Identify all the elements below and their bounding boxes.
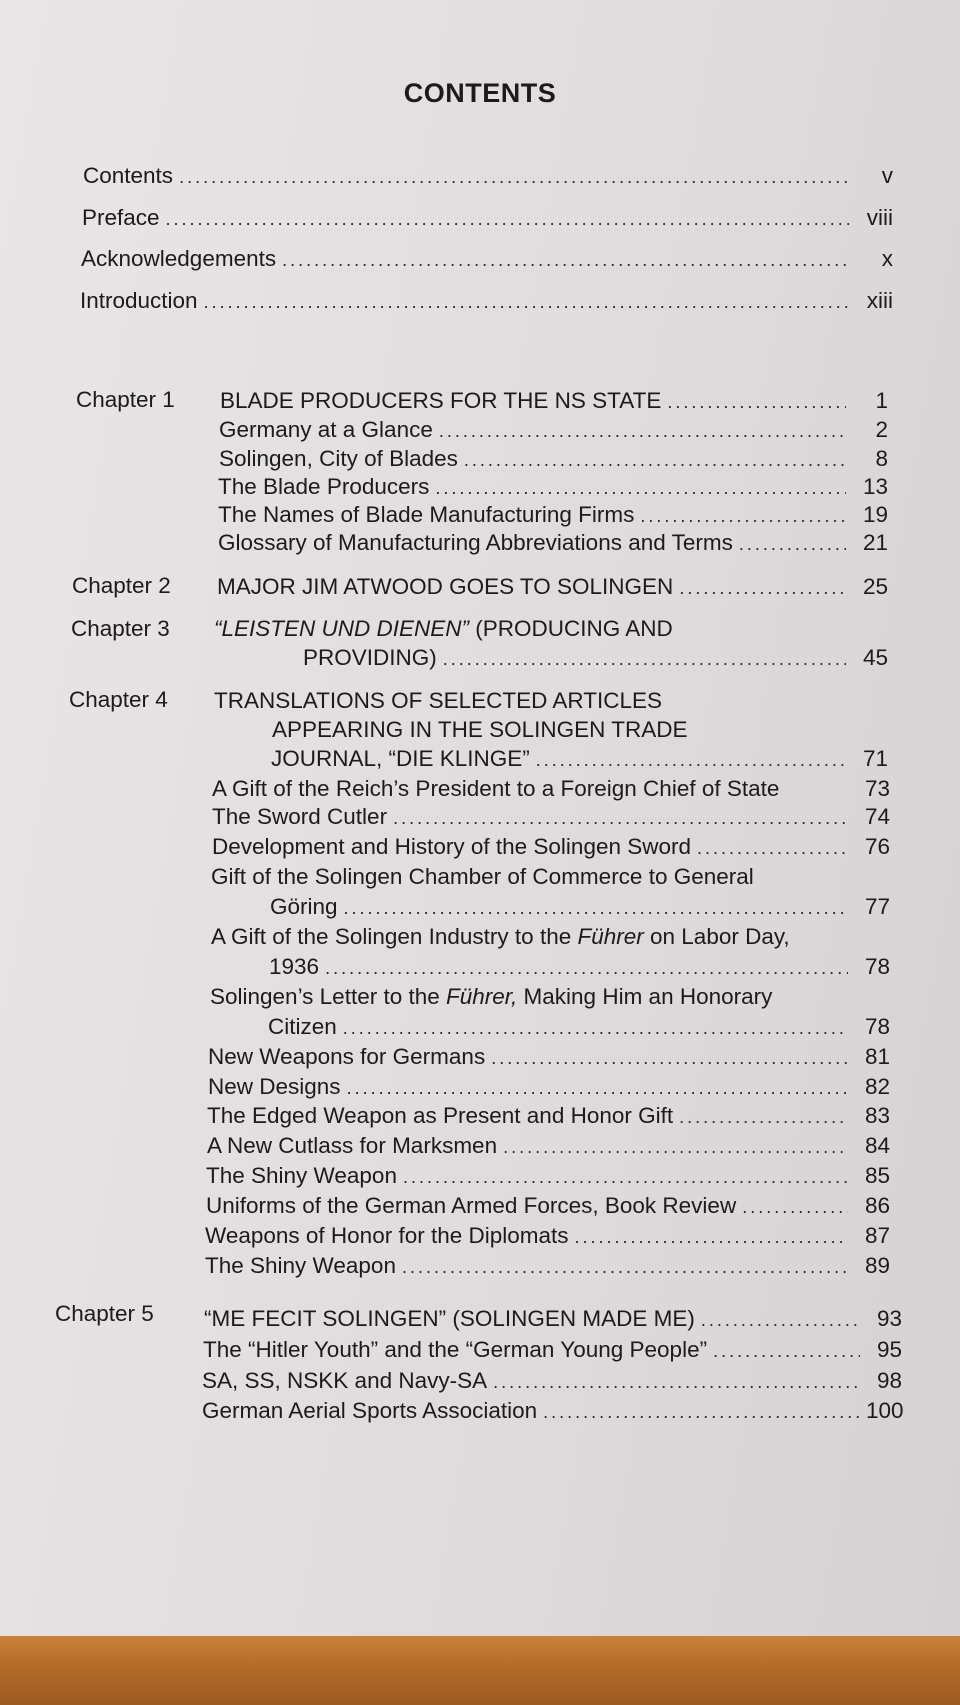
entry-title: Preface xyxy=(82,205,160,230)
leader-dots xyxy=(347,1074,848,1102)
entry-title: Introduction xyxy=(80,288,198,313)
toc-entry xyxy=(269,953,890,982)
toc-entry xyxy=(212,833,890,862)
toc-entry xyxy=(206,1192,890,1221)
entry-page: 78 xyxy=(864,1014,890,1039)
leader-dots xyxy=(543,1398,860,1426)
leader-dots xyxy=(679,574,846,602)
entry-page: 83 xyxy=(864,1103,890,1128)
leader-dots xyxy=(713,1337,860,1365)
toc-entry xyxy=(81,245,893,274)
chapter-label: Chapter 5 xyxy=(55,1301,154,1326)
toc-entry xyxy=(212,775,890,803)
chapter-title xyxy=(303,644,888,673)
entry-page: 74 xyxy=(864,804,890,829)
entry-title: The Names of Blade Manufacturing Firms xyxy=(218,502,635,527)
chapter-label: Chapter 2 xyxy=(72,573,171,598)
chapter-title-line: TRANSLATIONS OF SELECTED ARTICLES xyxy=(214,688,663,713)
entry-title: 1936 xyxy=(269,954,320,979)
leader-dots xyxy=(282,246,851,274)
entry-page: 81 xyxy=(864,1044,890,1069)
chapter-title-line: APPEARING IN THE SOLINGEN TRADE xyxy=(272,717,688,742)
leader-dots xyxy=(742,1193,848,1221)
leader-dots xyxy=(493,1368,860,1396)
entry-page: 21 xyxy=(862,530,888,555)
toc-entry xyxy=(207,1102,890,1131)
entry-title: The Shiny Weapon xyxy=(206,1163,397,1188)
table-surface xyxy=(0,1636,960,1705)
entry-title-line xyxy=(211,923,790,951)
toc-entry xyxy=(202,1367,902,1396)
leader-dots xyxy=(536,746,846,774)
page-title: CONTENTS xyxy=(403,78,557,108)
toc-entry xyxy=(219,416,888,445)
leader-dots xyxy=(439,417,846,445)
chapter-label: Chapter 3 xyxy=(71,616,170,641)
entry-page: 77 xyxy=(864,894,890,919)
entry-title-line xyxy=(210,983,772,1011)
entry-page: xiii xyxy=(866,288,893,313)
entry-title: Germany at a Glance xyxy=(219,417,433,442)
entry-page: 93 xyxy=(876,1306,902,1331)
entry-page: 45 xyxy=(862,645,888,670)
entry-page: 82 xyxy=(864,1074,890,1099)
entry-page: v xyxy=(881,163,893,188)
leader-dots xyxy=(575,1223,848,1251)
entry-title: SA, SS, NSKK and Navy-SA xyxy=(202,1368,488,1393)
toc-entry xyxy=(208,1073,890,1102)
entry-title: New Weapons for Germans xyxy=(208,1044,486,1069)
entry-title: “ME FECIT SOLINGEN” (SOLINGEN MADE ME) xyxy=(204,1306,695,1331)
leader-dots xyxy=(343,1014,848,1042)
leader-dots xyxy=(640,502,846,530)
entry-title: BLADE PRODUCERS FOR THE NS STATE xyxy=(220,388,662,413)
italic-title: “LEISTEN UND DIENEN” xyxy=(214,616,470,641)
entry-title: The “Hitler Youth” and the “German Young People” xyxy=(203,1337,708,1362)
toc-entry xyxy=(208,1043,890,1072)
leader-dots xyxy=(402,1253,848,1281)
entry-title: Contents xyxy=(83,163,174,188)
entry-title: Glossary of Manufacturing Abbreviations and Terms xyxy=(218,530,733,555)
entry-page: 19 xyxy=(862,502,888,527)
entry-title: The Shiny Weapon xyxy=(205,1253,396,1278)
entry-title-line: Gift of the Solingen Chamber of Commerce to General xyxy=(211,864,754,889)
entry-page: x xyxy=(881,246,893,271)
toc-entry xyxy=(206,1162,890,1191)
entry-title: The Blade Producers xyxy=(218,474,430,499)
toc-entry xyxy=(205,1252,890,1281)
toc-entry xyxy=(202,1397,902,1426)
toc-entry xyxy=(80,287,893,316)
leader-dots xyxy=(204,288,851,316)
leader-dots xyxy=(443,645,846,673)
entry-page: 89 xyxy=(864,1253,890,1278)
entry-page: viii xyxy=(866,205,893,230)
entry-title: A Gift of the Reich’s President to a Foreign Chief of State xyxy=(212,776,780,801)
entry-page: 71 xyxy=(862,746,888,771)
entry-title: A New Cutlass for Marksmen xyxy=(207,1133,498,1158)
entry-title: New Designs xyxy=(208,1074,341,1099)
entry-title: Development and History of the Solingen Sword xyxy=(212,834,692,859)
entry-title: Citizen xyxy=(268,1014,337,1039)
title-text: Making Him an Honorary xyxy=(517,984,773,1009)
entry-page: 86 xyxy=(864,1193,890,1218)
chapter-title xyxy=(204,1305,902,1334)
entry-page: 98 xyxy=(876,1368,902,1393)
entry-page: 87 xyxy=(864,1223,890,1248)
toc-entry xyxy=(212,803,890,832)
leader-dots xyxy=(491,1044,848,1072)
leader-dots xyxy=(166,205,851,233)
chapter-title xyxy=(271,745,888,774)
toc-entry xyxy=(218,473,888,502)
toc-entry xyxy=(219,445,888,474)
leader-dots xyxy=(325,954,848,982)
entry-page: 73 xyxy=(864,776,890,801)
toc-entry xyxy=(205,1222,890,1251)
chapter-label: Chapter 1 xyxy=(76,387,175,412)
entry-page: 85 xyxy=(864,1163,890,1188)
toc-entry xyxy=(270,893,890,922)
entry-page: 76 xyxy=(864,834,890,859)
leader-dots xyxy=(393,804,848,832)
leader-dots xyxy=(667,388,846,416)
entry-title: Weapons of Honor for the Diplomats xyxy=(205,1223,569,1248)
title-text: A Gift of the Solingen Industry to the xyxy=(211,924,578,949)
leader-dots xyxy=(464,446,846,474)
entry-page: 13 xyxy=(862,474,888,499)
toc-entry xyxy=(82,204,893,233)
leader-dots xyxy=(697,834,848,862)
title-text: (PRODUCING AND xyxy=(469,616,673,641)
entry-page: 78 xyxy=(864,954,890,979)
toc-entry xyxy=(218,501,888,530)
entry-page: 100 xyxy=(866,1398,904,1423)
title-text: Solingen’s Letter to the xyxy=(210,984,446,1009)
entry-title: Solingen, City of Blades xyxy=(219,446,458,471)
leader-dots xyxy=(403,1163,848,1191)
entry-title: PROVIDING) xyxy=(303,645,437,670)
entry-title: Göring xyxy=(270,894,338,919)
toc-entry xyxy=(207,1132,890,1161)
chapter-title-line xyxy=(214,615,673,643)
entry-title: Uniforms of the German Armed Forces, Book Review xyxy=(206,1193,737,1218)
toc-entry xyxy=(268,1013,890,1042)
entry-page: 95 xyxy=(876,1337,902,1362)
entry-page: 25 xyxy=(862,574,888,599)
italic-word: Führer, xyxy=(446,984,518,1009)
title-text: on Labor Day, xyxy=(643,924,790,949)
leader-dots xyxy=(179,163,851,191)
leader-dots xyxy=(739,530,846,558)
chapter-title xyxy=(217,573,888,602)
leader-dots xyxy=(701,1306,860,1334)
entry-title: Acknowledgements xyxy=(81,246,277,271)
entry-title: The Sword Cutler xyxy=(212,804,388,829)
toc-entry xyxy=(218,529,888,558)
entry-title: MAJOR JIM ATWOOD GOES TO SOLINGEN xyxy=(217,574,674,599)
entry-page: 8 xyxy=(875,446,888,471)
entry-title: The Edged Weapon as Present and Honor Gift xyxy=(207,1103,674,1128)
leader-dots xyxy=(344,894,848,922)
leader-dots xyxy=(503,1133,848,1161)
entry-page: 84 xyxy=(864,1133,890,1158)
chapter-title xyxy=(220,387,888,416)
leader-dots xyxy=(679,1103,848,1131)
toc-entry xyxy=(203,1336,902,1365)
chapter-label: Chapter 4 xyxy=(69,687,168,712)
entry-title: German Aerial Sports Association xyxy=(202,1398,538,1423)
entry-page: 1 xyxy=(875,388,888,413)
entry-page: 2 xyxy=(875,417,888,442)
leader-dots xyxy=(435,474,846,502)
toc-entry xyxy=(83,162,893,191)
entry-title: JOURNAL, “DIE KLINGE” xyxy=(271,746,530,771)
italic-word: Führer xyxy=(577,924,644,949)
